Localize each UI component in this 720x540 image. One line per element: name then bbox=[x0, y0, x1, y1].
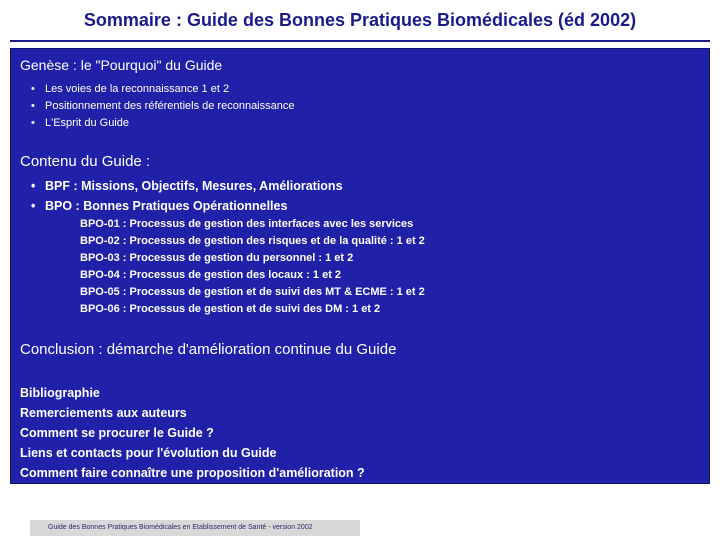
list-item: • BPO : Bonnes Pratiques Opérationnelles bbox=[31, 196, 343, 216]
section-annexes-list bbox=[20, 383, 365, 483]
bpo-item: BPO-05 : Processus de gestion et de suivi des MT & ECME : 1 et 2 bbox=[80, 286, 425, 298]
content-panel bbox=[10, 48, 710, 484]
footer-text: Guide des Bonnes Pratiques Biomédicales en Etablissement de Santé - version 2002 bbox=[48, 524, 313, 531]
title-divider bbox=[10, 40, 710, 42]
bpo-list bbox=[80, 216, 425, 318]
section-genese-list bbox=[31, 81, 294, 132]
section-contenu-heading: Contenu du Guide : bbox=[20, 153, 151, 170]
list-item: Remerciements aux auteurs bbox=[20, 406, 187, 420]
section-conclusion-heading: Conclusion : démarche d'amélioration continue du Guide bbox=[20, 341, 397, 358]
section-genese-heading: Genèse : le "Pourquoi" du Guide bbox=[20, 57, 223, 73]
bpo-item: BPO-02 : Processus de gestion des risques et de la qualité : 1 et 2 bbox=[80, 235, 425, 247]
list-item: Comment faire connaître une proposition d'amélioration ? bbox=[20, 466, 365, 480]
list-item: • Les voies de la reconnaissance 1 et 2 bbox=[31, 81, 294, 98]
page-title: Sommaire : Guide des Bonnes Pratiques Biomédicales (éd 2002) bbox=[83, 10, 637, 30]
list-item: Bibliographie bbox=[20, 386, 100, 400]
bpo-item: BPO-04 : Processus de gestion des locaux : 1 et 2 bbox=[80, 269, 342, 281]
bpo-item: BPO-06 : Processus de gestion et de suivi des DM : 1 et 2 bbox=[80, 303, 381, 315]
list-item: • Positionnement des référentiels de reconnaissance bbox=[31, 98, 294, 115]
bpo-item: BPO-01 : Processus de gestion des interfaces avec les services bbox=[80, 218, 414, 230]
section-contenu-list bbox=[31, 176, 343, 216]
list-item: Comment se procurer le Guide ? bbox=[20, 426, 214, 440]
list-item: • BPF : Missions, Objectifs, Mesures, Améliorations bbox=[31, 176, 343, 196]
list-item: • L'Esprit du Guide bbox=[31, 115, 294, 132]
bpo-item: BPO-03 : Processus de gestion du personnel : 1 et 2 bbox=[80, 252, 354, 264]
list-item: Liens et contacts pour l'évolution du Guide bbox=[20, 446, 277, 460]
